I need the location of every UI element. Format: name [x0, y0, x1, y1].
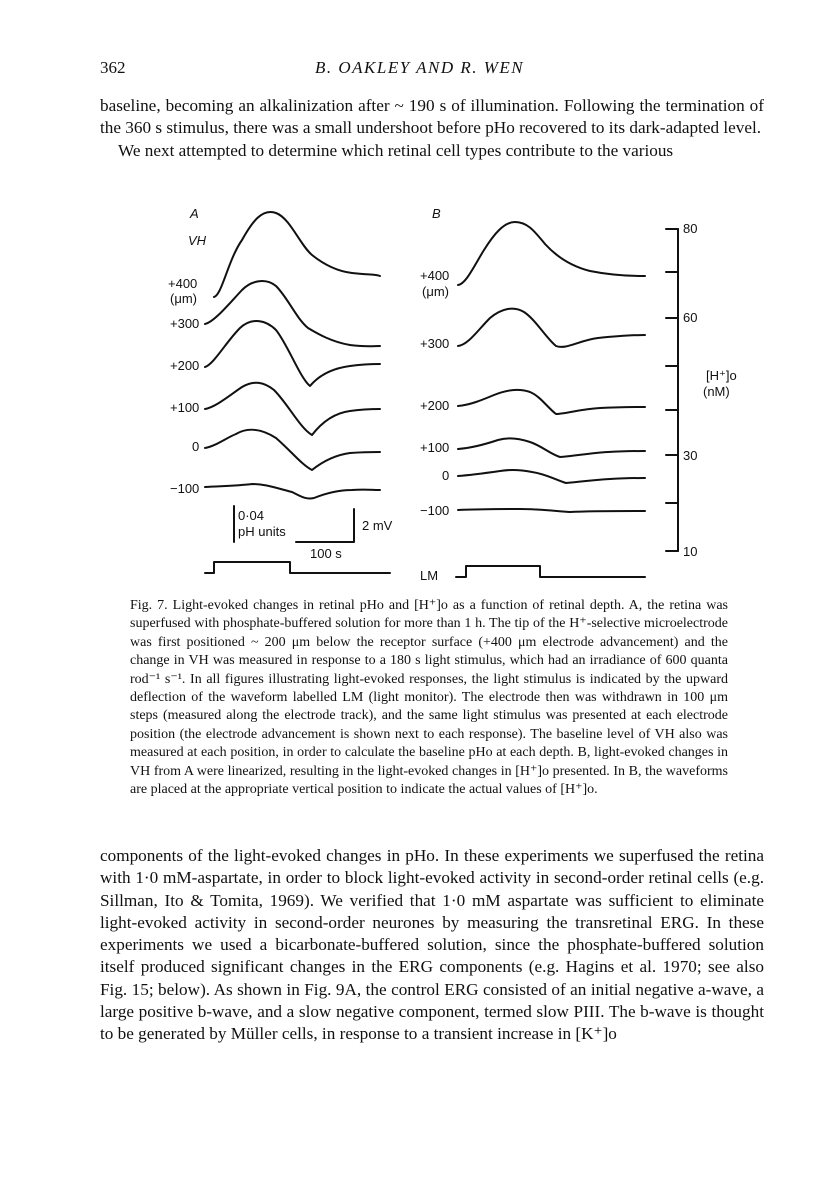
- trace-label-a-minus100: −100: [170, 481, 200, 496]
- trace-a-0: [205, 430, 380, 470]
- panel-b-label: B: [432, 206, 441, 221]
- lm-trace-a: [205, 562, 390, 573]
- trace-b-plus300: [458, 309, 645, 347]
- axis-tick-label-30: 30: [683, 448, 698, 463]
- trace-a-plus400: [214, 212, 380, 297]
- caption-text: Fig. 7. Light-evoked changes in retinal pHo and [H⁺]o as a function of retinal depth. A, the retina was superfused with phosphate-buffered solution for more than 1 h. The tip of the H⁺-selective microelectrode was first positioned ~ 200 μm below the receptor surface (+400 μm electrode advancement) and the change in VH was measured in response to a 180 s light stimulus, which had an irradiance of 600 quanta rod⁻¹ s⁻¹. In all figures illustrating light-evoked responses, the light stimulus is indicated by the upward deflection of the waveform labelled LM (light monitor). The electrode then was withdrawn in 100 μm steps (measured along the electrode track), and the same light stimulus was presented at each electrode position (the electrode advancement is shown next to each response). The baseline level of VH also was measured at each position, in order to calculate the baseline pHo at each depth. B, light-evoked changes in VH from A were linearized, resulting in the light-evoked changes in [H⁺]o presented. In B, the waveforms are placed at the appropriate vertical position to indicate the actual values of [H⁺]o.: [130, 598, 728, 798]
- figure-7: [0, 200, 816, 590]
- running-head: B. OAKLEY AND R. WEN: [315, 58, 525, 77]
- lm-trace-b: [456, 566, 645, 577]
- trace-label-a-plus400: +400: [168, 276, 198, 291]
- trace-label-b-plus100: +100: [420, 440, 450, 455]
- scale-ph-value: 0·04: [238, 508, 265, 523]
- trace-b-minus100: [458, 509, 645, 512]
- trace-b-plus200: [458, 390, 645, 414]
- trace-label-b-plus300: +300: [420, 336, 450, 351]
- trace-label-b-plus200: +200: [420, 398, 450, 413]
- trace-label-a-plus100: +100: [170, 400, 200, 415]
- axis-tick-label-60: 60: [683, 310, 698, 325]
- trace-label-b-plus400: +400: [420, 268, 450, 283]
- paragraph: We next attempted to determine which retinal cell types contribute to the various: [118, 140, 674, 160]
- axis-unit: (nM): [703, 384, 730, 399]
- trace-b-plus400: [458, 222, 645, 285]
- page-number: 362: [100, 58, 126, 77]
- panel-a-label: A: [190, 206, 199, 221]
- trace-b-plus100: [458, 438, 645, 457]
- body-text-top: [100, 95, 764, 162]
- axis-title: [H⁺]o: [706, 368, 737, 383]
- trace-a-plus100: [205, 383, 380, 435]
- trace-label-a-plus300: +300: [170, 316, 200, 331]
- body-text-bottom: [100, 845, 764, 1046]
- trace-b-0: [458, 470, 645, 483]
- scale-time-label: 100 s: [310, 546, 342, 561]
- paragraph: components of the light-evoked changes in pHo. In these experiments we superfused the retina with 1·0 mM-aspartate, in order to block light-evoked activity in second-order retinal cells (e.g. Sillman, Ito & Tomita, 1969). We verified that 1·0 mM aspartate was sufficient to eliminate light-evoked activity in second-order neurones by measuring the transretinal ERG. In these experiments we used a bicarbonate-buffered solution, since the phosphate-buffered solution itself produced significant changes in the ERG components (e.g. Hagins et al. 1970; see also Fig. 15; below). As shown in Fig. 9A, the control ERG consisted of an initial negative a-wave, a large positive b-wave, and a slow negative component, termed slow PIII. The b-wave is thought to be generated by Müller cells, in response to a transient increase in [K⁺]o: [100, 846, 764, 1044]
- axis-tick-label-80: 80: [683, 221, 698, 236]
- unit-label-b: (μm): [422, 284, 449, 299]
- trace-a-plus200: [205, 321, 380, 386]
- trace-label-b-0: 0: [442, 468, 450, 483]
- unit-label-a: (μm): [170, 291, 197, 306]
- scale-ph-unit: pH units: [238, 524, 286, 539]
- paragraph: baseline, becoming an alkalinization after ~ 190 s of illumination. Following the termination of the 360 s stimulus, there was a small undershoot before pHo recovered to its dark-adapted level.: [100, 96, 764, 138]
- axis-tick-label-10: 10: [683, 544, 698, 559]
- scale-mv-label: 2 mV: [362, 518, 393, 533]
- trace-label-a-plus200: +200: [170, 358, 200, 373]
- vh-label: VH: [188, 233, 207, 248]
- trace-label-a-0: 0: [192, 439, 200, 454]
- scale-bar-mv-time: [296, 509, 354, 542]
- trace-label-b-minus100: −100: [420, 503, 450, 518]
- lm-label: LM: [420, 568, 439, 583]
- figure-caption: [130, 597, 728, 799]
- trace-a-minus100: [205, 484, 380, 499]
